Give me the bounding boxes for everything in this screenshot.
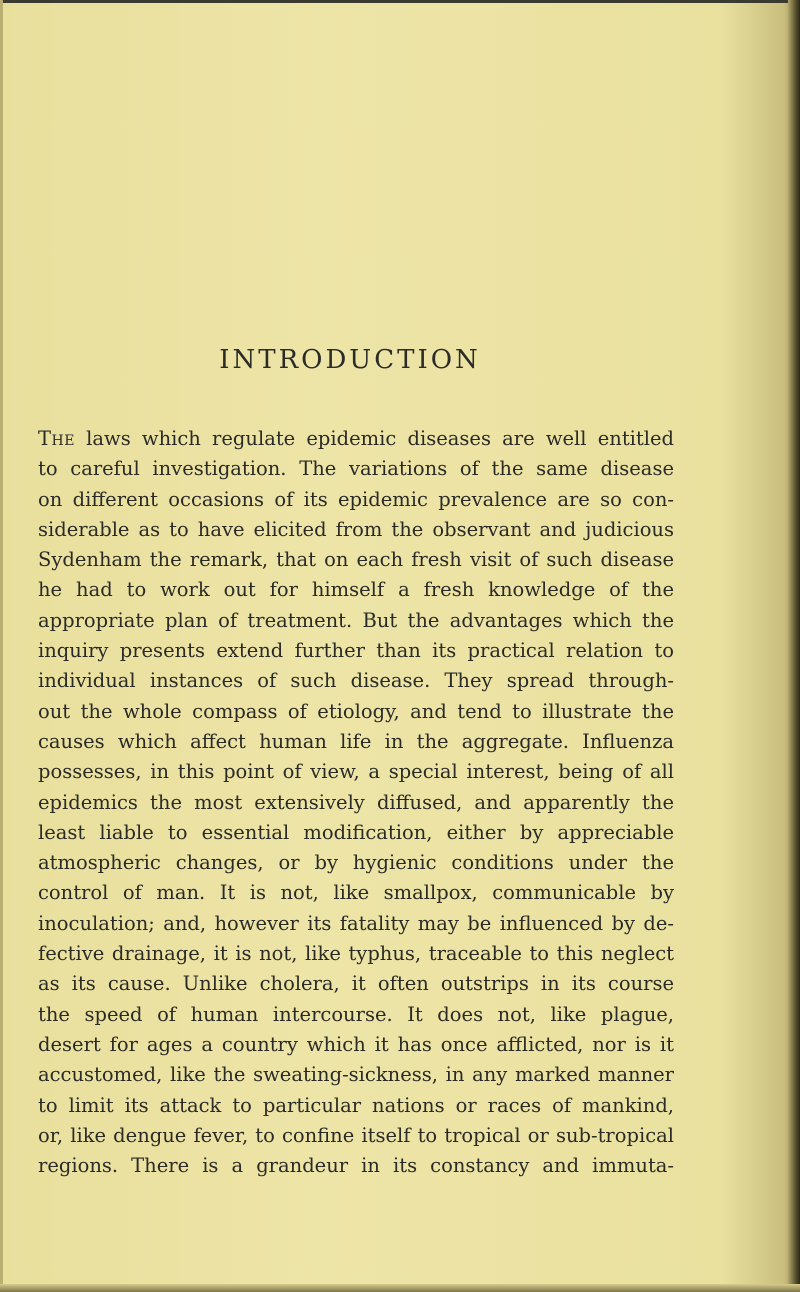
- page-right-edge: [788, 0, 800, 1292]
- text-line: or, like dengue fever, to confine itself to tropical or sub-tropical: [38, 1123, 674, 1147]
- text-line: fective drainage, it is not, like typhus, traceable to this neglect: [38, 942, 674, 966]
- text-line: Sydenham the remark, that on each fresh visit of such disease: [38, 548, 674, 572]
- text-line: accustomed, like the sweating-sickness, in any marked manner: [38, 1063, 674, 1087]
- text-line: individual instances of such disease. They spread through-: [38, 669, 674, 693]
- text-line: control of man. It is not, like smallpox, communicable by: [38, 881, 674, 905]
- text-line: least liable to essential modification, either by appreciable: [38, 820, 674, 844]
- text-line: to limit its attack to particular nations or races of mankind,: [38, 1093, 674, 1117]
- text-line: inquiry presents extend further than its practical relation to: [38, 639, 674, 663]
- text-line: he had to work out for himself a fresh knowledge of the: [38, 578, 674, 602]
- text-line: desert for ages a country which it has once afflicted, nor is it: [38, 1032, 674, 1056]
- body-paragraph: [38, 424, 674, 1181]
- page-left-edge: [0, 0, 3, 1292]
- text-line: possesses, in this point of view, a special interest, being of all: [38, 760, 674, 784]
- text-line: out the whole compass of etiology, and tend to illustrate the: [38, 699, 674, 723]
- text-line: siderable as to have elicited from the observant and judicious: [38, 517, 674, 541]
- first-word: The: [38, 427, 75, 450]
- text-line: regions. There is a grandeur in its constancy and immuta-: [38, 1154, 674, 1178]
- text-line: appropriate plan of treatment. But the advantages which the: [38, 608, 674, 632]
- text-line: to careful investigation. The variations of the same disease: [38, 457, 674, 481]
- chapter-heading: INTRODUCTION: [219, 345, 481, 375]
- text-line-1: The laws which regulate epidemic diseases are well entitled: [38, 427, 674, 450]
- text-line: as its cause. Unlike cholera, it often outstrips in its course: [38, 972, 674, 996]
- page-bottom-edge: [0, 1284, 800, 1292]
- page-top-edge: [0, 0, 800, 3]
- text-line: epidemics the most extensively diffused, and apparently the: [38, 790, 674, 814]
- text-line: on different occasions of its epidemic prevalence are so con-: [38, 487, 674, 511]
- text-line: atmospheric changes, or by hygienic conditions under the: [38, 851, 674, 875]
- text-line: the speed of human intercourse. It does not, like plague,: [38, 1002, 674, 1026]
- text-line: inoculation; and, however its fatality may be influenced by de-: [38, 911, 674, 935]
- text-line: causes which affect human life in the aggregate. Influenza: [38, 729, 674, 753]
